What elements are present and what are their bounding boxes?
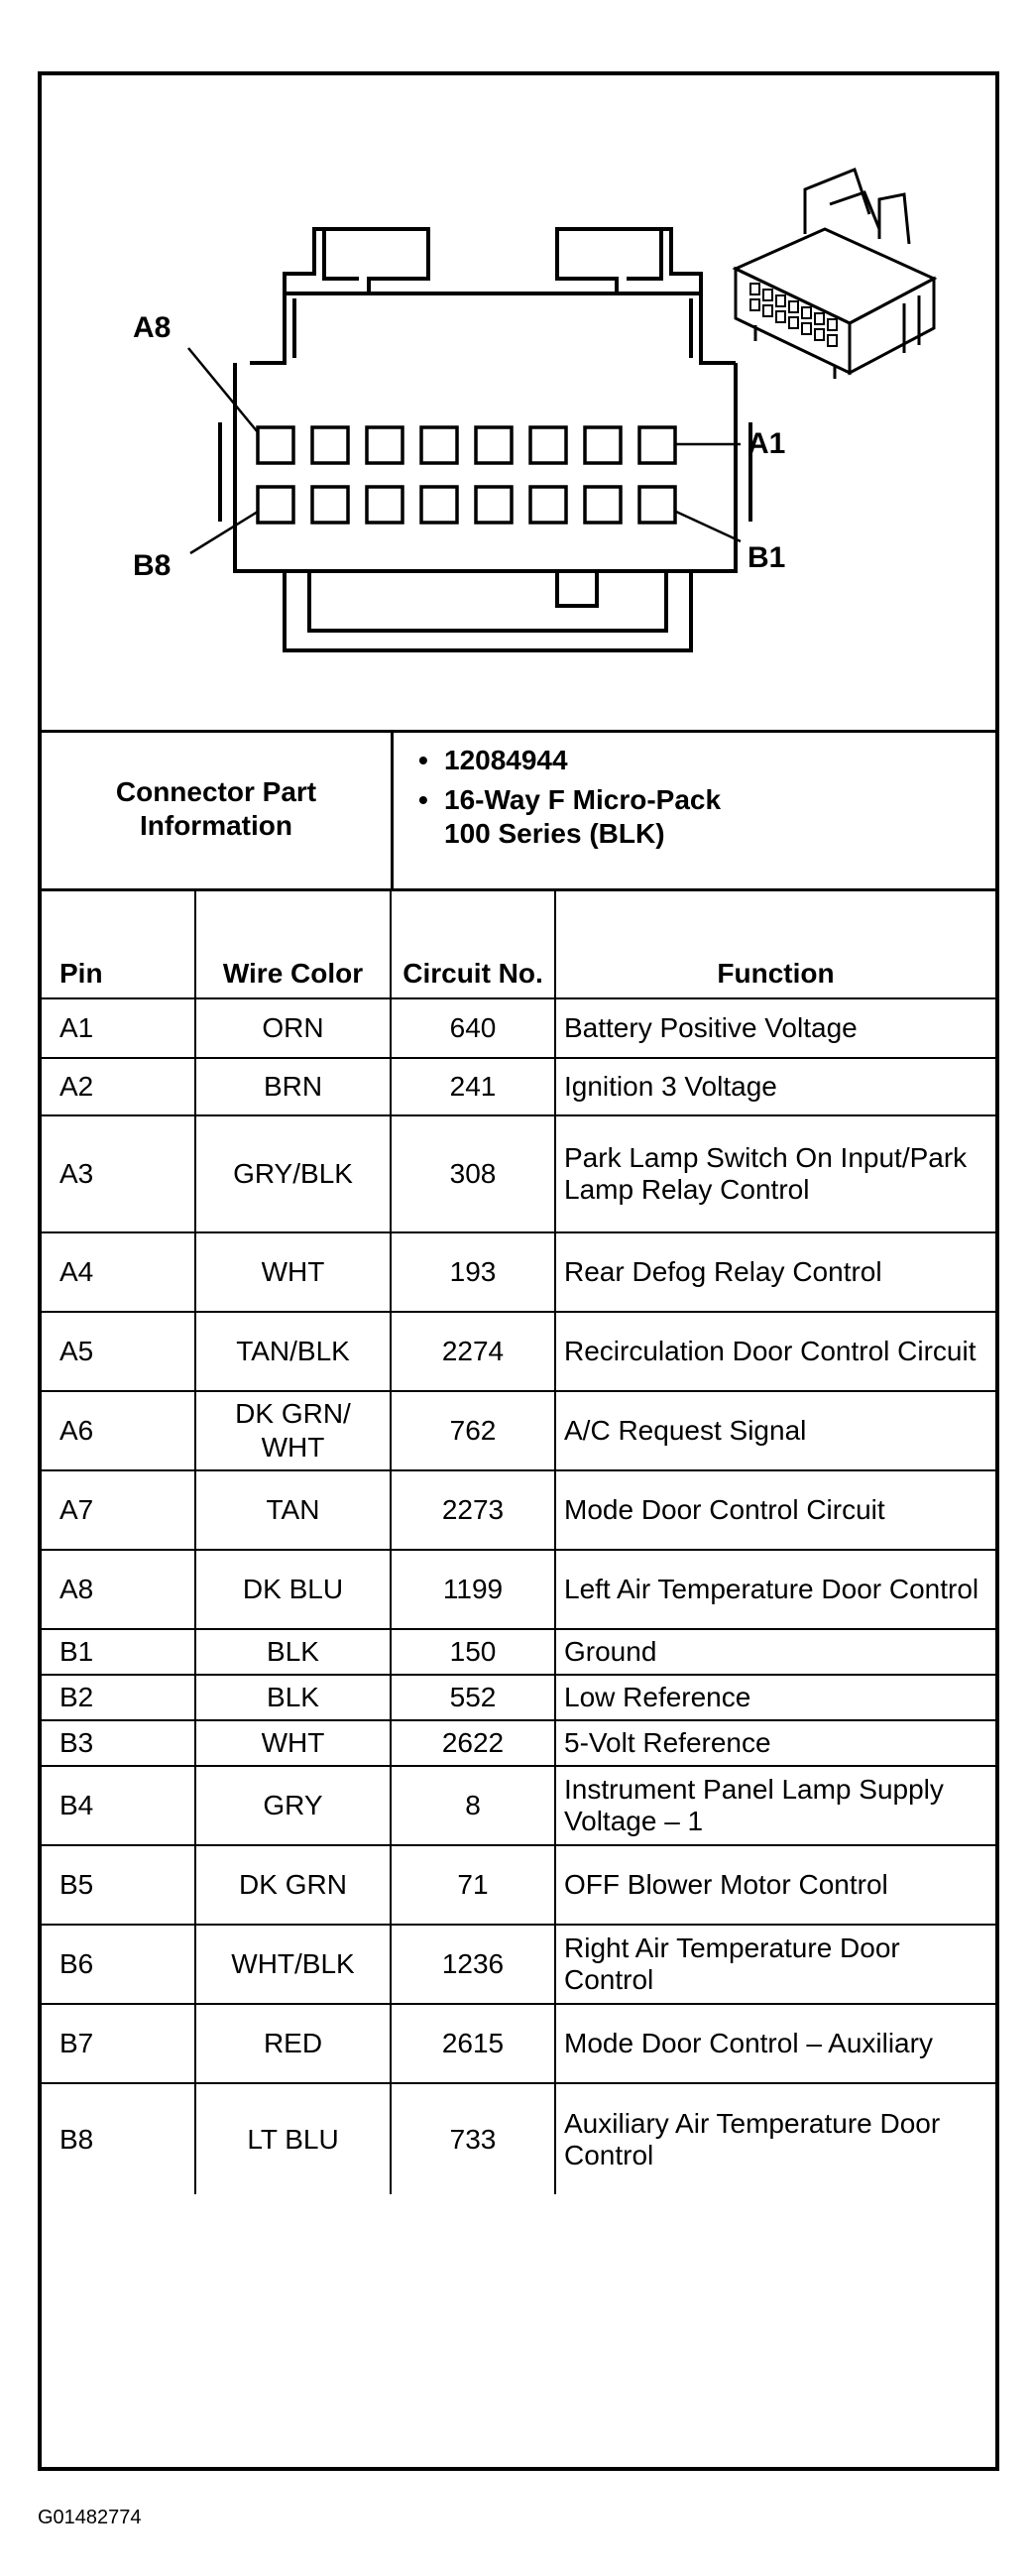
- wire-color-cell: BLK: [195, 1629, 391, 1675]
- pin-cell: A5: [42, 1312, 195, 1391]
- wire-color-cell: DK GRN: [195, 1845, 391, 1925]
- function-cell: 5-Volt Reference: [555, 1720, 995, 1766]
- circuit-number-cell: 150: [391, 1629, 555, 1675]
- pin-cell: A3: [42, 1115, 195, 1232]
- connector-type: 16-Way F Micro-Pack 100 Series (BLK): [444, 784, 722, 849]
- table-row: [42, 1470, 995, 1550]
- pin-cell: B7: [42, 2004, 195, 2083]
- part-number: 12084944: [444, 745, 568, 775]
- table-row: [42, 1312, 995, 1391]
- wire-color-cell: GRY: [195, 1766, 391, 1845]
- pin-cell: A8: [42, 1550, 195, 1629]
- header-wire-color: Wire Color: [195, 891, 391, 998]
- table-row: [42, 1550, 995, 1629]
- wire-color-cell: BRN: [195, 1058, 391, 1115]
- wire-color-cell: ORN: [195, 998, 391, 1058]
- circuit-number-cell: 1199: [391, 1550, 555, 1629]
- pin-cavity-row-a: [258, 427, 675, 463]
- connector-part-info-label-cell: [42, 730, 394, 888]
- wire-color-cell: DK BLU: [195, 1550, 391, 1629]
- circuit-number-cell: 241: [391, 1058, 555, 1115]
- function-cell: A/C Request Signal: [555, 1391, 995, 1470]
- pin-cell: A6: [42, 1391, 195, 1470]
- circuit-number-cell: 762: [391, 1391, 555, 1470]
- circuit-number-cell: 2615: [391, 2004, 555, 2083]
- callout-a1: A1: [748, 427, 786, 460]
- header-function: Function: [555, 891, 995, 998]
- circuit-number-cell: 640: [391, 998, 555, 1058]
- connector-info-frame: [38, 71, 999, 2471]
- bullet: •: [418, 784, 428, 815]
- function-cell: Ignition 3 Voltage: [555, 1058, 995, 1115]
- connector-part-info: [42, 730, 995, 891]
- table-header-row: [42, 891, 995, 998]
- wire-color-cell: DK GRN/ WHT: [195, 1391, 391, 1470]
- table-row: [42, 1629, 995, 1675]
- table-row: [42, 1232, 995, 1312]
- circuit-number-cell: 733: [391, 2083, 555, 2194]
- function-cell: Left Air Temperature Door Control: [555, 1550, 995, 1629]
- wire-color-cell: WHT: [195, 1720, 391, 1766]
- pin-cell: B3: [42, 1720, 195, 1766]
- figure-code: G01482774: [38, 2507, 142, 2528]
- connector-isometric-sketch: [736, 170, 934, 379]
- circuit-number-cell: 2274: [391, 1312, 555, 1391]
- table-row: [42, 2083, 995, 2194]
- connector-type-item: [418, 783, 771, 851]
- wire-color-cell: TAN/BLK: [195, 1312, 391, 1391]
- function-cell: Park Lamp Switch On Input/Park Lamp Relay Control: [555, 1115, 995, 1232]
- wire-color-cell: BLK: [195, 1675, 391, 1720]
- circuit-number-cell: 308: [391, 1115, 555, 1232]
- callout-b1: B1: [748, 541, 786, 574]
- circuit-number-cell: 8: [391, 1766, 555, 1845]
- function-cell: Low Reference: [555, 1675, 995, 1720]
- callout-b8: B8: [133, 549, 172, 582]
- function-cell: Recirculation Door Control Circuit: [555, 1312, 995, 1391]
- part-number-item: [418, 744, 771, 777]
- pin-cell: B8: [42, 2083, 195, 2194]
- pin-cavity-row-b: [258, 487, 675, 523]
- pin-cell: B4: [42, 1766, 195, 1845]
- function-cell: Right Air Temperature Door Control: [555, 1925, 995, 2004]
- left-latch: [285, 229, 428, 293]
- connector-part-info-values: [418, 744, 771, 857]
- connector-diagram: [42, 75, 995, 733]
- circuit-number-cell: 552: [391, 1675, 555, 1720]
- wire-color-cell: TAN: [195, 1470, 391, 1550]
- table-row: [42, 1391, 995, 1470]
- function-cell: Mode Door Control Circuit: [555, 1470, 995, 1550]
- function-cell: Auxiliary Air Temperature Door Control: [555, 2083, 995, 2194]
- pin-table: [42, 891, 995, 2194]
- pin-cell: B5: [42, 1845, 195, 1925]
- header-pin: Pin: [42, 891, 195, 998]
- wire-color-cell: WHT/BLK: [195, 1925, 391, 2004]
- pin-cell: A2: [42, 1058, 195, 1115]
- callout-a8: A8: [133, 311, 172, 344]
- pin-cell: A1: [42, 998, 195, 1058]
- circuit-number-cell: 2622: [391, 1720, 555, 1766]
- table-row: [42, 1115, 995, 1232]
- pin-cell: A7: [42, 1470, 195, 1550]
- right-latch: [557, 229, 701, 293]
- function-cell: Instrument Panel Lamp Supply Voltage – 1: [555, 1766, 995, 1845]
- function-cell: OFF Blower Motor Control: [555, 1845, 995, 1925]
- wire-color-cell: RED: [195, 2004, 391, 2083]
- table-row: [42, 2004, 995, 2083]
- function-cell: Rear Defog Relay Control: [555, 1232, 995, 1312]
- function-cell: Battery Positive Voltage: [555, 998, 995, 1058]
- table-row: [42, 1720, 995, 1766]
- connector-part-info-label: Connector Part Information: [115, 776, 317, 841]
- connector-face-drawing: [42, 75, 995, 730]
- wire-color-cell: LT BLU: [195, 2083, 391, 2194]
- circuit-number-cell: 2273: [391, 1470, 555, 1550]
- circuit-number-cell: 71: [391, 1845, 555, 1925]
- table-row: [42, 1675, 995, 1720]
- pin-cell: B2: [42, 1675, 195, 1720]
- circuit-number-cell: 1236: [391, 1925, 555, 2004]
- connector-body: [220, 293, 750, 650]
- table-row: [42, 1766, 995, 1845]
- circuit-number-cell: 193: [391, 1232, 555, 1312]
- pin-cell: A4: [42, 1232, 195, 1312]
- table-row: [42, 1925, 995, 2004]
- table-row: [42, 1058, 995, 1115]
- bullet: •: [418, 745, 428, 775]
- table-row: [42, 1845, 995, 1925]
- pin-cell: B6: [42, 1925, 195, 2004]
- function-cell: Mode Door Control – Auxiliary: [555, 2004, 995, 2083]
- pin-cell: B1: [42, 1629, 195, 1675]
- function-cell: Ground: [555, 1629, 995, 1675]
- wire-color-cell: GRY/BLK: [195, 1115, 391, 1232]
- table-row: [42, 998, 995, 1058]
- header-circuit-no: Circuit No.: [391, 891, 555, 998]
- wire-color-cell: WHT: [195, 1232, 391, 1312]
